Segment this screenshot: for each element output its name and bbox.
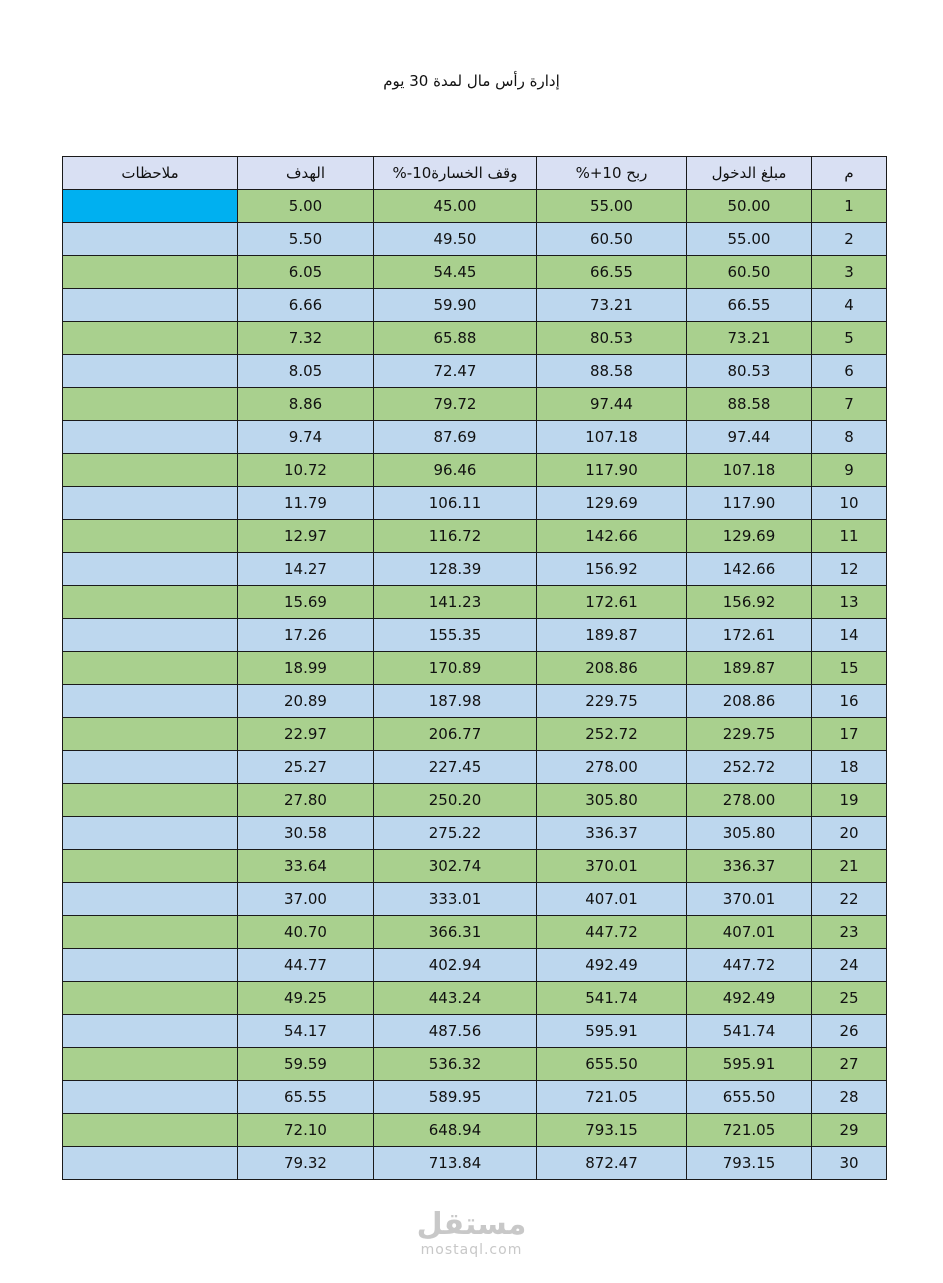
table-row: [63, 982, 887, 1015]
row-index-cell[interactable]: 15: [812, 652, 887, 685]
entry-amount-cell[interactable]: 55.00: [687, 223, 812, 256]
profit-cell[interactable]: 117.90: [537, 454, 687, 487]
entry-amount-cell[interactable]: 229.75: [687, 718, 812, 751]
notes-cell[interactable]: [63, 1147, 238, 1180]
stop-loss-cell[interactable]: 443.24: [374, 982, 537, 1015]
profit-cell[interactable]: 88.58: [537, 355, 687, 388]
target-cell[interactable]: 65.55: [238, 1081, 374, 1114]
profit-cell[interactable]: 655.50: [537, 1048, 687, 1081]
profit-cell[interactable]: 447.72: [537, 916, 687, 949]
entry-amount-cell[interactable]: 721.05: [687, 1114, 812, 1147]
entry-amount-cell[interactable]: 156.92: [687, 586, 812, 619]
notes-cell[interactable]: [63, 256, 238, 289]
entry-amount-cell[interactable]: 88.58: [687, 388, 812, 421]
target-cell[interactable]: 10.72: [238, 454, 374, 487]
target-cell[interactable]: 5.00: [238, 190, 374, 223]
profit-cell[interactable]: 793.15: [537, 1114, 687, 1147]
target-cell[interactable]: 54.17: [238, 1015, 374, 1048]
entry-amount-cell[interactable]: 447.72: [687, 949, 812, 982]
row-index-cell[interactable]: 10: [812, 487, 887, 520]
notes-cell[interactable]: [63, 619, 238, 652]
table-row: [63, 1015, 887, 1048]
watermark: [0, 1208, 943, 1258]
entry-amount-cell[interactable]: 655.50: [687, 1081, 812, 1114]
row-index-cell[interactable]: 18: [812, 751, 887, 784]
target-cell[interactable]: 17.26: [238, 619, 374, 652]
row-index-cell[interactable]: 25: [812, 982, 887, 1015]
target-cell[interactable]: 7.32: [238, 322, 374, 355]
target-cell[interactable]: 59.59: [238, 1048, 374, 1081]
notes-cell[interactable]: [63, 1015, 238, 1048]
row-index-cell[interactable]: 23: [812, 916, 887, 949]
table-row: [63, 916, 887, 949]
stop-loss-cell[interactable]: 155.35: [374, 619, 537, 652]
notes-cell[interactable]: [63, 190, 238, 223]
stop-loss-cell[interactable]: 536.32: [374, 1048, 537, 1081]
table-row: [63, 1114, 887, 1147]
row-index-cell[interactable]: 27: [812, 1048, 887, 1081]
profit-cell[interactable]: 73.21: [537, 289, 687, 322]
target-cell[interactable]: 25.27: [238, 751, 374, 784]
entry-amount-cell[interactable]: 595.91: [687, 1048, 812, 1081]
profit-cell[interactable]: 129.69: [537, 487, 687, 520]
profit-cell[interactable]: 252.72: [537, 718, 687, 751]
stop-loss-cell[interactable]: 54.45: [374, 256, 537, 289]
stop-loss-cell[interactable]: 79.72: [374, 388, 537, 421]
target-cell[interactable]: 12.97: [238, 520, 374, 553]
target-cell[interactable]: 11.79: [238, 487, 374, 520]
target-cell[interactable]: 27.80: [238, 784, 374, 817]
row-index-cell[interactable]: 17: [812, 718, 887, 751]
stop-loss-cell[interactable]: 589.95: [374, 1081, 537, 1114]
stop-loss-cell[interactable]: 333.01: [374, 883, 537, 916]
stop-loss-cell[interactable]: 49.50: [374, 223, 537, 256]
entry-amount-cell[interactable]: 370.01: [687, 883, 812, 916]
stop-loss-cell[interactable]: 59.90: [374, 289, 537, 322]
stop-loss-cell[interactable]: 250.20: [374, 784, 537, 817]
row-index-cell[interactable]: 12: [812, 553, 887, 586]
target-cell[interactable]: 15.69: [238, 586, 374, 619]
header-entry-amount: مبلغ الدخول: [687, 157, 812, 190]
entry-amount-cell[interactable]: 60.50: [687, 256, 812, 289]
notes-cell[interactable]: [63, 784, 238, 817]
stop-loss-cell[interactable]: 275.22: [374, 817, 537, 850]
profit-cell[interactable]: 80.53: [537, 322, 687, 355]
notes-cell[interactable]: [63, 553, 238, 586]
row-index-cell[interactable]: 7: [812, 388, 887, 421]
target-cell[interactable]: 5.50: [238, 223, 374, 256]
entry-amount-cell[interactable]: 80.53: [687, 355, 812, 388]
table-row: [63, 487, 887, 520]
stop-loss-cell[interactable]: 96.46: [374, 454, 537, 487]
notes-cell[interactable]: [63, 454, 238, 487]
profit-cell[interactable]: 142.66: [537, 520, 687, 553]
table-row: [63, 190, 887, 223]
entry-amount-cell[interactable]: 793.15: [687, 1147, 812, 1180]
page-title: إدارة رأس مال لمدة 30 يوم: [383, 72, 560, 90]
table-row: [63, 652, 887, 685]
entry-amount-cell[interactable]: 278.00: [687, 784, 812, 817]
notes-cell[interactable]: [63, 487, 238, 520]
row-index-cell[interactable]: 20: [812, 817, 887, 850]
stop-loss-cell[interactable]: 72.47: [374, 355, 537, 388]
row-index-cell[interactable]: 16: [812, 685, 887, 718]
notes-cell[interactable]: [63, 850, 238, 883]
notes-cell[interactable]: [63, 388, 238, 421]
row-index-cell[interactable]: 5: [812, 322, 887, 355]
entry-amount-cell[interactable]: 189.87: [687, 652, 812, 685]
entry-amount-cell[interactable]: 50.00: [687, 190, 812, 223]
target-cell[interactable]: 8.86: [238, 388, 374, 421]
entry-amount-cell[interactable]: 407.01: [687, 916, 812, 949]
table-row: [63, 751, 887, 784]
stop-loss-cell[interactable]: 65.88: [374, 322, 537, 355]
table-row: [63, 784, 887, 817]
header-notes: ملاحظات: [63, 157, 238, 190]
entry-amount-cell[interactable]: 117.90: [687, 487, 812, 520]
row-index-cell[interactable]: 4: [812, 289, 887, 322]
entry-amount-cell[interactable]: 252.72: [687, 751, 812, 784]
row-index-cell[interactable]: 3: [812, 256, 887, 289]
row-index-cell[interactable]: 9: [812, 454, 887, 487]
profit-cell[interactable]: 66.55: [537, 256, 687, 289]
target-cell[interactable]: 9.74: [238, 421, 374, 454]
target-cell[interactable]: 6.05: [238, 256, 374, 289]
table-row: [63, 1048, 887, 1081]
notes-cell[interactable]: [63, 685, 238, 718]
target-cell[interactable]: 49.25: [238, 982, 374, 1015]
notes-cell[interactable]: [63, 718, 238, 751]
profit-cell[interactable]: 492.49: [537, 949, 687, 982]
stop-loss-cell[interactable]: 227.45: [374, 751, 537, 784]
stop-loss-cell[interactable]: 187.98: [374, 685, 537, 718]
entry-amount-cell[interactable]: 97.44: [687, 421, 812, 454]
row-index-cell[interactable]: 6: [812, 355, 887, 388]
target-cell[interactable]: 40.70: [238, 916, 374, 949]
entry-amount-cell[interactable]: 305.80: [687, 817, 812, 850]
target-cell[interactable]: 6.66: [238, 289, 374, 322]
table-row: [63, 619, 887, 652]
stop-loss-cell[interactable]: 402.94: [374, 949, 537, 982]
header-index: م: [812, 157, 887, 190]
row-index-cell[interactable]: 26: [812, 1015, 887, 1048]
header-stop-loss: وقف الخسارة10-%: [374, 157, 537, 190]
table-row: [63, 949, 887, 982]
target-cell[interactable]: 30.58: [238, 817, 374, 850]
stop-loss-cell[interactable]: 116.72: [374, 520, 537, 553]
profit-cell[interactable]: 107.18: [537, 421, 687, 454]
profit-cell[interactable]: 305.80: [537, 784, 687, 817]
row-index-cell[interactable]: 19: [812, 784, 887, 817]
profit-cell[interactable]: 97.44: [537, 388, 687, 421]
header-row: [63, 157, 887, 190]
table-row: [63, 718, 887, 751]
table-row: [63, 817, 887, 850]
target-cell[interactable]: 14.27: [238, 553, 374, 586]
table-row: [63, 1081, 887, 1114]
table-row: [63, 289, 887, 322]
stop-loss-cell[interactable]: 128.39: [374, 553, 537, 586]
profit-cell[interactable]: 172.61: [537, 586, 687, 619]
entry-amount-cell[interactable]: 336.37: [687, 850, 812, 883]
row-index-cell[interactable]: 24: [812, 949, 887, 982]
table-row: [63, 850, 887, 883]
stop-loss-cell[interactable]: 487.56: [374, 1015, 537, 1048]
notes-cell[interactable]: [63, 289, 238, 322]
notes-cell[interactable]: [63, 322, 238, 355]
table-row: [63, 388, 887, 421]
target-cell[interactable]: 44.77: [238, 949, 374, 982]
table-row: [63, 223, 887, 256]
stop-loss-cell[interactable]: 366.31: [374, 916, 537, 949]
entry-amount-cell[interactable]: 129.69: [687, 520, 812, 553]
stop-loss-cell[interactable]: 206.77: [374, 718, 537, 751]
profit-cell[interactable]: 60.50: [537, 223, 687, 256]
target-cell[interactable]: 20.89: [238, 685, 374, 718]
row-index-cell[interactable]: 1: [812, 190, 887, 223]
table-row: [63, 883, 887, 916]
notes-cell[interactable]: [63, 421, 238, 454]
row-index-cell[interactable]: 29: [812, 1114, 887, 1147]
table-row: [63, 421, 887, 454]
header-profit: ربح 10+%: [537, 157, 687, 190]
profit-cell[interactable]: 872.47: [537, 1147, 687, 1180]
entry-amount-cell[interactable]: 107.18: [687, 454, 812, 487]
target-cell[interactable]: 22.97: [238, 718, 374, 751]
header-target: الهدف: [238, 157, 374, 190]
target-cell[interactable]: 33.64: [238, 850, 374, 883]
capital-table: [62, 156, 887, 1180]
entry-amount-cell[interactable]: 142.66: [687, 553, 812, 586]
notes-cell[interactable]: [63, 1048, 238, 1081]
profit-cell[interactable]: 208.86: [537, 652, 687, 685]
profit-cell[interactable]: 370.01: [537, 850, 687, 883]
profit-cell[interactable]: 336.37: [537, 817, 687, 850]
notes-cell[interactable]: [63, 1114, 238, 1147]
notes-cell[interactable]: [63, 949, 238, 982]
stop-loss-cell[interactable]: 170.89: [374, 652, 537, 685]
profit-cell[interactable]: 595.91: [537, 1015, 687, 1048]
notes-cell[interactable]: [63, 355, 238, 388]
row-index-cell[interactable]: 8: [812, 421, 887, 454]
target-cell[interactable]: 79.32: [238, 1147, 374, 1180]
target-cell[interactable]: 18.99: [238, 652, 374, 685]
watermark-logo: مستقل: [416, 1207, 527, 1242]
watermark-url: mostaql.com: [420, 1242, 523, 1258]
target-cell[interactable]: 8.05: [238, 355, 374, 388]
row-index-cell[interactable]: 13: [812, 586, 887, 619]
target-cell[interactable]: 72.10: [238, 1114, 374, 1147]
table-row: [63, 553, 887, 586]
profit-cell[interactable]: 55.00: [537, 190, 687, 223]
notes-cell[interactable]: [63, 1081, 238, 1114]
row-index-cell[interactable]: 30: [812, 1147, 887, 1180]
notes-cell[interactable]: [63, 883, 238, 916]
table-row: [63, 454, 887, 487]
profit-cell[interactable]: 278.00: [537, 751, 687, 784]
profit-cell[interactable]: 721.05: [537, 1081, 687, 1114]
table-row: [63, 1147, 887, 1180]
entry-amount-cell[interactable]: 172.61: [687, 619, 812, 652]
row-index-cell[interactable]: 28: [812, 1081, 887, 1114]
entry-amount-cell[interactable]: 492.49: [687, 982, 812, 1015]
row-index-cell[interactable]: 2: [812, 223, 887, 256]
entry-amount-cell[interactable]: 208.86: [687, 685, 812, 718]
profit-cell[interactable]: 189.87: [537, 619, 687, 652]
table-row: [63, 685, 887, 718]
profit-cell[interactable]: 541.74: [537, 982, 687, 1015]
entry-amount-cell[interactable]: 541.74: [687, 1015, 812, 1048]
stop-loss-cell[interactable]: 141.23: [374, 586, 537, 619]
stop-loss-cell[interactable]: 45.00: [374, 190, 537, 223]
row-index-cell[interactable]: 11: [812, 520, 887, 553]
stop-loss-cell[interactable]: 713.84: [374, 1147, 537, 1180]
row-index-cell[interactable]: 21: [812, 850, 887, 883]
notes-cell[interactable]: [63, 817, 238, 850]
row-index-cell[interactable]: 22: [812, 883, 887, 916]
stop-loss-cell[interactable]: 87.69: [374, 421, 537, 454]
stop-loss-cell[interactable]: 648.94: [374, 1114, 537, 1147]
notes-cell[interactable]: [63, 982, 238, 1015]
profit-cell[interactable]: 229.75: [537, 685, 687, 718]
table-row: [63, 586, 887, 619]
profit-cell[interactable]: 156.92: [537, 553, 687, 586]
entry-amount-cell[interactable]: 66.55: [687, 289, 812, 322]
stop-loss-cell[interactable]: 302.74: [374, 850, 537, 883]
notes-cell[interactable]: [63, 586, 238, 619]
table-row: [63, 520, 887, 553]
notes-cell[interactable]: [63, 520, 238, 553]
notes-cell[interactable]: [63, 652, 238, 685]
table-row: [63, 256, 887, 289]
entry-amount-cell[interactable]: 73.21: [687, 322, 812, 355]
target-cell[interactable]: 37.00: [238, 883, 374, 916]
row-index-cell[interactable]: 14: [812, 619, 887, 652]
notes-cell[interactable]: [63, 916, 238, 949]
table-row: [63, 322, 887, 355]
profit-cell[interactable]: 407.01: [537, 883, 687, 916]
table-row: [63, 355, 887, 388]
notes-cell[interactable]: [63, 223, 238, 256]
stop-loss-cell[interactable]: 106.11: [374, 487, 537, 520]
notes-cell[interactable]: [63, 751, 238, 784]
